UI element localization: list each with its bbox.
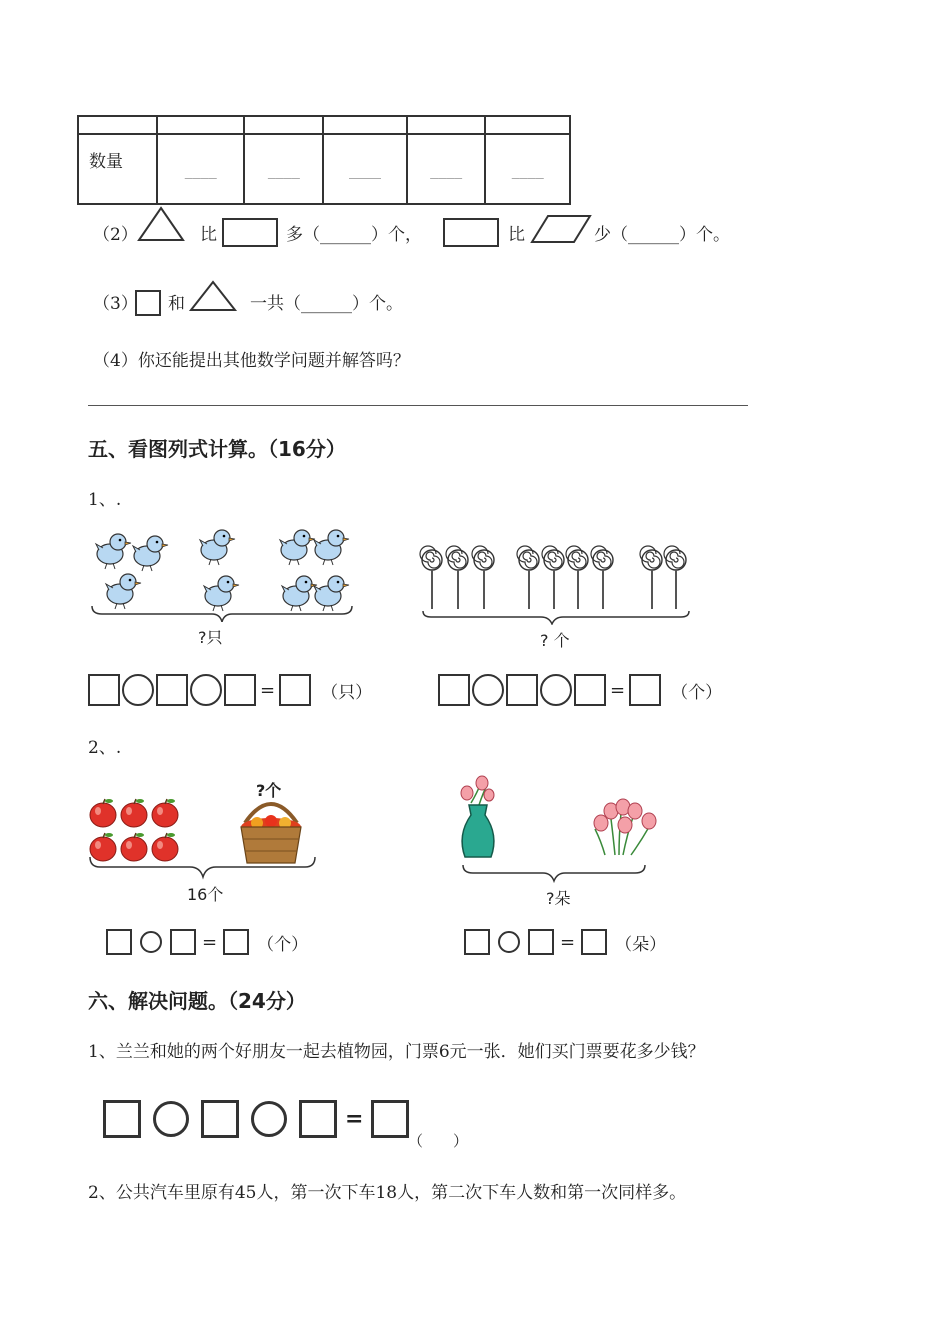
equals-sign: = bbox=[560, 931, 576, 953]
flowers-illustration bbox=[455, 775, 665, 885]
q4-text: （4）你还能提出其他数学问题并解答吗？ bbox=[93, 351, 410, 371]
unit-label: （个） bbox=[257, 934, 309, 955]
square-icon bbox=[134, 289, 162, 317]
q2-bi: 比 bbox=[200, 225, 217, 245]
answer-box[interactable] bbox=[574, 674, 606, 706]
equals-sign: = bbox=[345, 1106, 364, 1132]
unit-label: （朵） bbox=[615, 934, 667, 955]
answer-box[interactable] bbox=[170, 929, 196, 955]
equation-apples bbox=[106, 929, 308, 955]
apples-illustration bbox=[85, 775, 325, 890]
p1-label: 1、. bbox=[88, 490, 122, 510]
chicks-total-label: ?只 bbox=[198, 628, 223, 647]
operator-circle[interactable] bbox=[153, 1101, 189, 1137]
q2-bi2: 比 bbox=[508, 225, 525, 245]
answer-box[interactable] bbox=[88, 674, 120, 706]
answer-box[interactable] bbox=[438, 674, 470, 706]
flowers-total-label: ?朵 bbox=[546, 889, 571, 908]
operator-circle[interactable] bbox=[190, 674, 222, 706]
equation-tickets bbox=[103, 1099, 409, 1139]
q3-he: 和 bbox=[168, 294, 185, 314]
answer-box[interactable] bbox=[201, 1100, 239, 1138]
answer-box[interactable] bbox=[223, 929, 249, 955]
equals-sign: = bbox=[610, 679, 626, 701]
q2-duo: 多（______）个， bbox=[286, 225, 422, 245]
lollipops-total-label: ? 个 bbox=[540, 631, 570, 650]
equals-sign: = bbox=[260, 679, 276, 701]
answer-box[interactable] bbox=[506, 674, 538, 706]
answer-box[interactable] bbox=[224, 674, 256, 706]
blank-cell[interactable]: ____ bbox=[407, 134, 486, 204]
answer-line[interactable] bbox=[88, 405, 748, 406]
blank-cell[interactable]: ____ bbox=[485, 134, 570, 204]
answer-box[interactable] bbox=[464, 929, 490, 955]
operator-circle[interactable] bbox=[498, 931, 520, 953]
q3-num: （3） bbox=[93, 294, 138, 314]
blank-cell[interactable]: ____ bbox=[323, 134, 407, 204]
rectangle-icon bbox=[221, 216, 279, 248]
blank-cell[interactable]: ____ bbox=[244, 134, 323, 204]
p2-label: 2、. bbox=[88, 738, 122, 758]
answer-box[interactable] bbox=[279, 674, 311, 706]
count-table bbox=[77, 115, 571, 205]
triangle-icon bbox=[188, 279, 238, 313]
q6-1-text: 1、兰兰和她的两个好朋友一起去植物园，门票6元一张．她们买门票要花多少钱？ bbox=[88, 1042, 705, 1062]
operator-circle[interactable] bbox=[540, 674, 572, 706]
unit-label: （个） bbox=[671, 682, 723, 703]
answer-box[interactable] bbox=[528, 929, 554, 955]
answer-box[interactable] bbox=[106, 929, 132, 955]
rectangle-icon bbox=[442, 216, 500, 248]
blank-cell[interactable]: ____ bbox=[157, 134, 244, 204]
q3-yigong: 一共（______）个。 bbox=[250, 294, 403, 314]
answer-box[interactable] bbox=[156, 674, 188, 706]
lollipops-illustration bbox=[415, 545, 700, 625]
section6-title: 六、解决问题。（24分） bbox=[88, 989, 306, 1013]
equation-chicks bbox=[88, 674, 372, 706]
operator-circle[interactable] bbox=[472, 674, 504, 706]
answer-box[interactable] bbox=[629, 674, 661, 706]
unit-paren[interactable]: （ ） bbox=[408, 1132, 469, 1150]
equation-flowers bbox=[464, 929, 666, 955]
unit-label: （只） bbox=[321, 682, 373, 703]
q2-num: （2） bbox=[93, 225, 138, 245]
q6-2-text: 2、公共汽车里原有45人，第一次下车18人，第二次下车人数和第一次同样多。 bbox=[88, 1183, 687, 1203]
equation-lollipops bbox=[438, 674, 722, 706]
q2-shao: 少（______）个。 bbox=[594, 225, 730, 245]
section5-title: 五、看图列式计算。（16分） bbox=[88, 437, 346, 461]
operator-circle[interactable] bbox=[140, 931, 162, 953]
answer-box[interactable] bbox=[103, 1100, 141, 1138]
row-label: 数量 bbox=[78, 134, 157, 204]
chicks-illustration bbox=[88, 522, 358, 622]
parallelogram-icon bbox=[530, 213, 592, 245]
basket-question-label: ?个 bbox=[256, 781, 282, 800]
apples-total-label: 16个 bbox=[187, 885, 224, 904]
answer-box[interactable] bbox=[299, 1100, 337, 1138]
triangle-icon bbox=[137, 205, 185, 243]
answer-box[interactable] bbox=[581, 929, 607, 955]
operator-circle[interactable] bbox=[122, 674, 154, 706]
answer-box[interactable] bbox=[371, 1100, 409, 1138]
operator-circle[interactable] bbox=[251, 1101, 287, 1137]
equals-sign: = bbox=[202, 931, 218, 953]
